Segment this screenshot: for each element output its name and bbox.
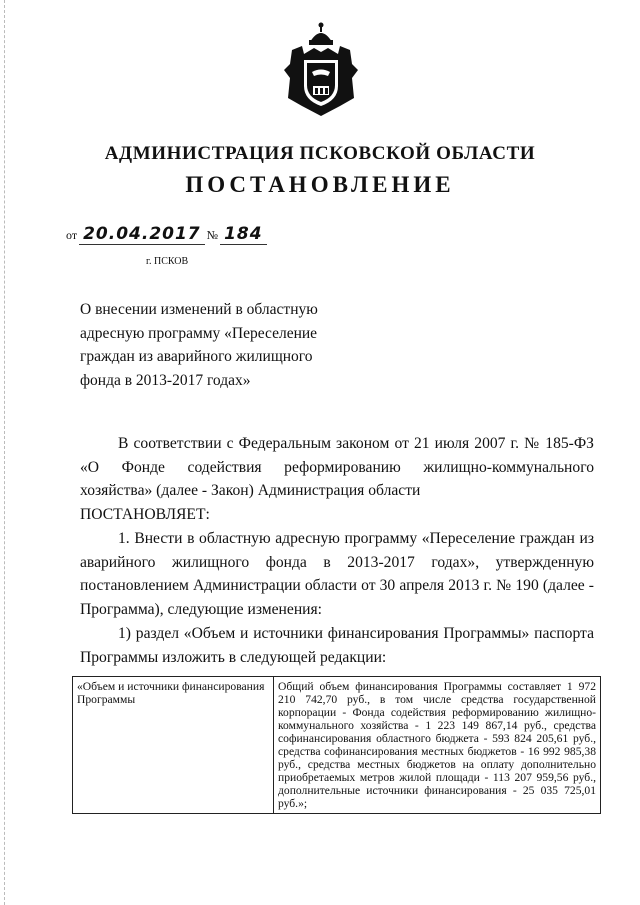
table-cell-value: Общий объем финансирования Программы составляет 1 972 210 742,70 руб., в том числе средства государственной корпорации - Фонда содействия реформированию жилищно-коммунального хозяйства - 1 223 149 867,14 руб., средства софинансирования областного бюджета - 593 824 205,61 руб., средства софинансирования местных бюджетов - 16 992 985,38 руб., средства местных бюджетов на оплату дополнительно приобретаемых метров жилой площади - 113 207 959,56 руб., дополнительные источники финансирования - 25 035 725,01 руб.»; xyxy=(274,677,601,814)
subject-line: фонда в 2013-2017 годах» xyxy=(80,371,251,389)
handwritten-date: 20.04.2017 xyxy=(79,224,205,245)
subject-line: О внесении изменений в областную xyxy=(80,301,318,318)
date-number-line xyxy=(66,224,267,245)
handwritten-number: 184 xyxy=(220,224,267,245)
organization-title: АДМИНИСТРАЦИЯ ПСКОВСКОЙ ОБЛАСТИ xyxy=(104,143,536,164)
preamble-block xyxy=(80,432,594,527)
subject-line: граждан из аварийного жилищного xyxy=(80,348,313,366)
subject-line: адресную программу «Переселение xyxy=(80,324,318,342)
item-1-block xyxy=(80,527,594,622)
item-1-1-block xyxy=(80,622,594,669)
preamble-paragraph: В соответствии с Федеральным законом от 21 июля 2007 г. № 185-ФЗ «О Фонде содействия реформированию жилищно-коммунального хозяйства» (далее - Закон) Администрация области xyxy=(80,435,594,500)
city-label: г. ПСКОВ xyxy=(146,256,189,267)
table-cell-label: «Объем и источники финансирования Программы xyxy=(73,677,274,814)
date-prefix: от xyxy=(66,228,78,242)
number-prefix: № xyxy=(206,228,219,242)
document-subject xyxy=(80,298,342,392)
item-1-paragraph: 1. Внести в областную адресную программу «Переселение граждан из аварийного жилищного фонда в 2013-2017 годах», утвержденную постановлением Администрации области от 30 апреля 2013 г. № 190 (далее - Программа), следующие изменения: xyxy=(80,530,594,619)
table-row xyxy=(73,677,601,814)
coat-of-arms-emblem xyxy=(280,20,362,120)
financing-table xyxy=(72,676,601,814)
document-type-title: ПОСТАНОВЛЕНИЕ xyxy=(185,172,455,197)
decree-word: ПОСТАНОВЛЯЕТ: xyxy=(80,506,210,524)
item-1-1-paragraph: 1) раздел «Объем и источники финансирования Программы» паспорта Программы изложить в следующей редакции: xyxy=(80,625,594,666)
scan-edge xyxy=(4,0,6,905)
